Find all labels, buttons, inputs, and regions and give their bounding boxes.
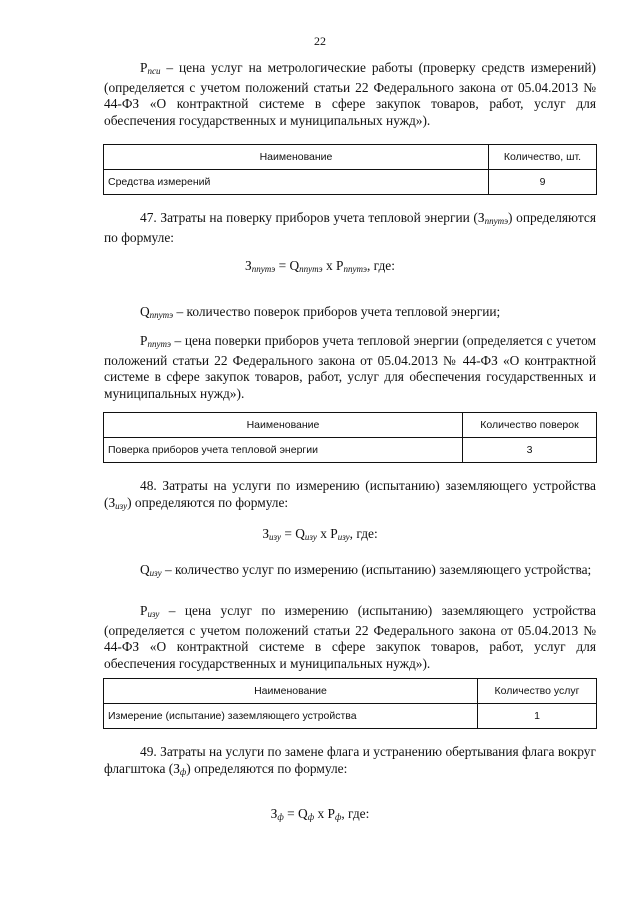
table-header-row: Наименование Количество поверок xyxy=(104,413,597,438)
table-header-row: Наименование Количество услуг xyxy=(104,679,597,704)
table-grounding-device-testing xyxy=(103,678,597,729)
item-48-heading: 48. Затраты на услуги по измерению (испытанию) заземляющего устройства $(З_{изу})$ определяются по формуле: xyxy=(104,478,596,511)
item-49-heading: 49. Затраты на услуги по замене флага и устранению обертывания флага вокруг флагштока $(З_ф)$ определяются по формуле: xyxy=(104,744,596,777)
definition-p-psi: $P_{пси}$ – цена услуг на метрологические работы (проверку средств измерений) (определяется с учетом положений статьи 22 Федерального закона от 05.04.2013 № 44-ФЗ «О контрактной системе в сфере закупок товаров, работ, услуг для обеспечения государственных и муниципальных нужд»). xyxy=(104,60,596,128)
table-header-row: Наименование Количество, шт. xyxy=(104,145,597,170)
formula-47: $З_{ппутэ} = Q_{ппутэ}$ x $P_{ппутэ}$, где: xyxy=(245,258,395,274)
table-row: Измерение (испытание) заземляющего устройства 1 xyxy=(104,704,597,729)
formula-49: $З_ф = Q_ф$ x $P_ф$, где: xyxy=(270,806,370,822)
item-47-heading: 47. Затраты на поверку приборов учета тепловой энергии $(З_{ппутэ})$ определяются по формуле: xyxy=(104,210,596,245)
definition-p-48: $P_{изу}$ – цена услуг по измерению (испытанию) заземляющего устройства (определяется с учетом положений статьи 22 Федерального закона от 05.04.2013 № 44-ФЗ «О контрактной системе в сфере закупок товаров, работ, услуг для обеспечения государственных и муниципальных нужд»). xyxy=(104,603,596,671)
table-heat-meter-verification xyxy=(103,412,597,463)
definition-p-47: $P_{ппутэ}$ – цена поверки приборов учета тепловой энергии (определяется с учетом положений статьи 22 Федерального закона от 05.04.2013 № 44-ФЗ «О контрактной системе в сфере закупок товаров, работ, услуг для обеспечения государственных и муниципальных нужд»). xyxy=(104,333,596,401)
formula-48: $З_{изу} = Q_{изу}$ x $P_{изу}$, где: xyxy=(262,526,378,542)
definition-q-48: $Q_{изу}$ – количество услуг по измерению (испытанию) заземляющего устройства; xyxy=(140,562,592,578)
table-row: Средства измерений 9 xyxy=(104,170,597,195)
page-number: 22 xyxy=(314,34,326,48)
table-row: Поверка приборов учета тепловой энергии 3 xyxy=(104,438,597,463)
definition-q-47: $Q_{ппутэ}$ – количество поверок приборов учета тепловой энергии; xyxy=(140,304,501,320)
table-measuring-instruments xyxy=(103,144,597,195)
